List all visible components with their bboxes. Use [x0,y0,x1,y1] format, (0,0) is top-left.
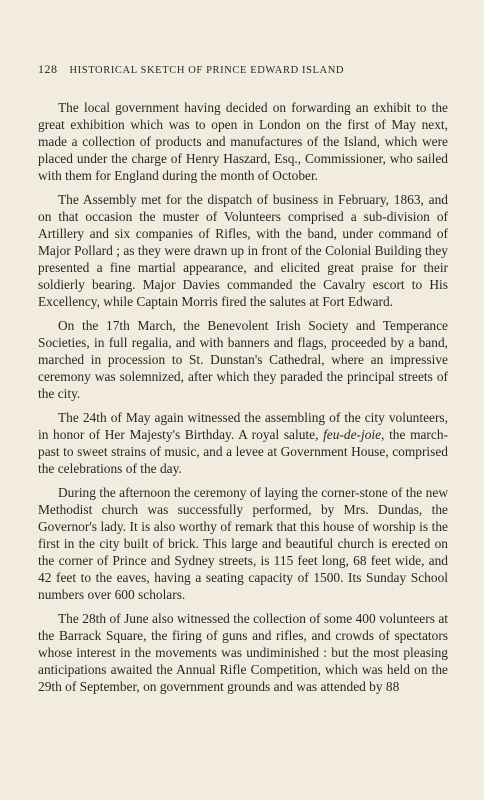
paragraph-st-patricks-day: On the 17th March, the Benevolent Irish Society and Temperance Societies, in full regalia, and with banners and flags, proceeded by a band, marched in procession to St. Dunstan's Cathedral, where an impressive ceremony was solemnized, after which they paraded the principal streets of the city. [38,318,448,401]
paragraph-methodist-church: During the afternoon the ceremony of laying the corner-stone of the new Methodist church was successfully performed, by Mrs. Dundas, the Governor's lady. It is also worthy of remark that this house of worship is the first in the city built of brick. This large and beautiful church is erected on the corner of Prince and Sydney streets, is 115 feet long, 68 feet wide, and 42 feet to the eaves, having a seating capacity of 1500. Its Sunday School numbers over 600 scholars. [38,485,448,602]
paragraph-exhibition: The local government having decided on forwarding an exhibit to the great exhibition which was to open in London on the first of May next, made a collection of products and manufactures of the Island, which were placed under the charge of Henry Haszard, Esq., Commissioner, who sailed with them for England during the month of October. [38,100,448,183]
page-body [38,99,448,695]
birthday-text-start: The 24th of May again witnessed the assembling of the city volunteers, in honor of Her Majesty's Birthday. A royal salute, [38,410,448,442]
feu-de-joie-term: feu-de-joie [323,427,382,442]
running-header [38,62,448,77]
paragraph-queens-birthday [38,409,448,477]
running-title: HISTORICAL SKETCH OF PRINCE EDWARD ISLAND [69,65,345,76]
page-number: 128 [38,62,58,76]
paragraph-assembly-1863: The Assembly met for the dispatch of business in February, 1863, and on that occasion the muster of Volunteers comprised a sub-division of Artillery and six companies of Rifles, with the band, under command of Major Pollard ; as they were drawn up in front of the Colonial Building they presented a fine martial appearance, and elicited great praise for their soldierly bearing. Major Davies commanded the Cavalry escort to His Excellency, while Captain Morris fired the salutes at Fort Edward. [38,192,448,309]
paragraph-rifle-competition: The 28th of June also witnessed the collection of some 400 volunteers at the Barrack Square, the firing of guns and rifles, and crowds of spectators whose interest in the movements was undiminished : but the most pleasing anticipations awaited the Annual Rifle Competition, which was held on the 29th of September, on government grounds and was attended by 88 [38,611,448,694]
birthday-text-end: , the march-past to sweet strains of music, and a levee at Government House, comprised the celebrations of the day. [38,427,448,476]
